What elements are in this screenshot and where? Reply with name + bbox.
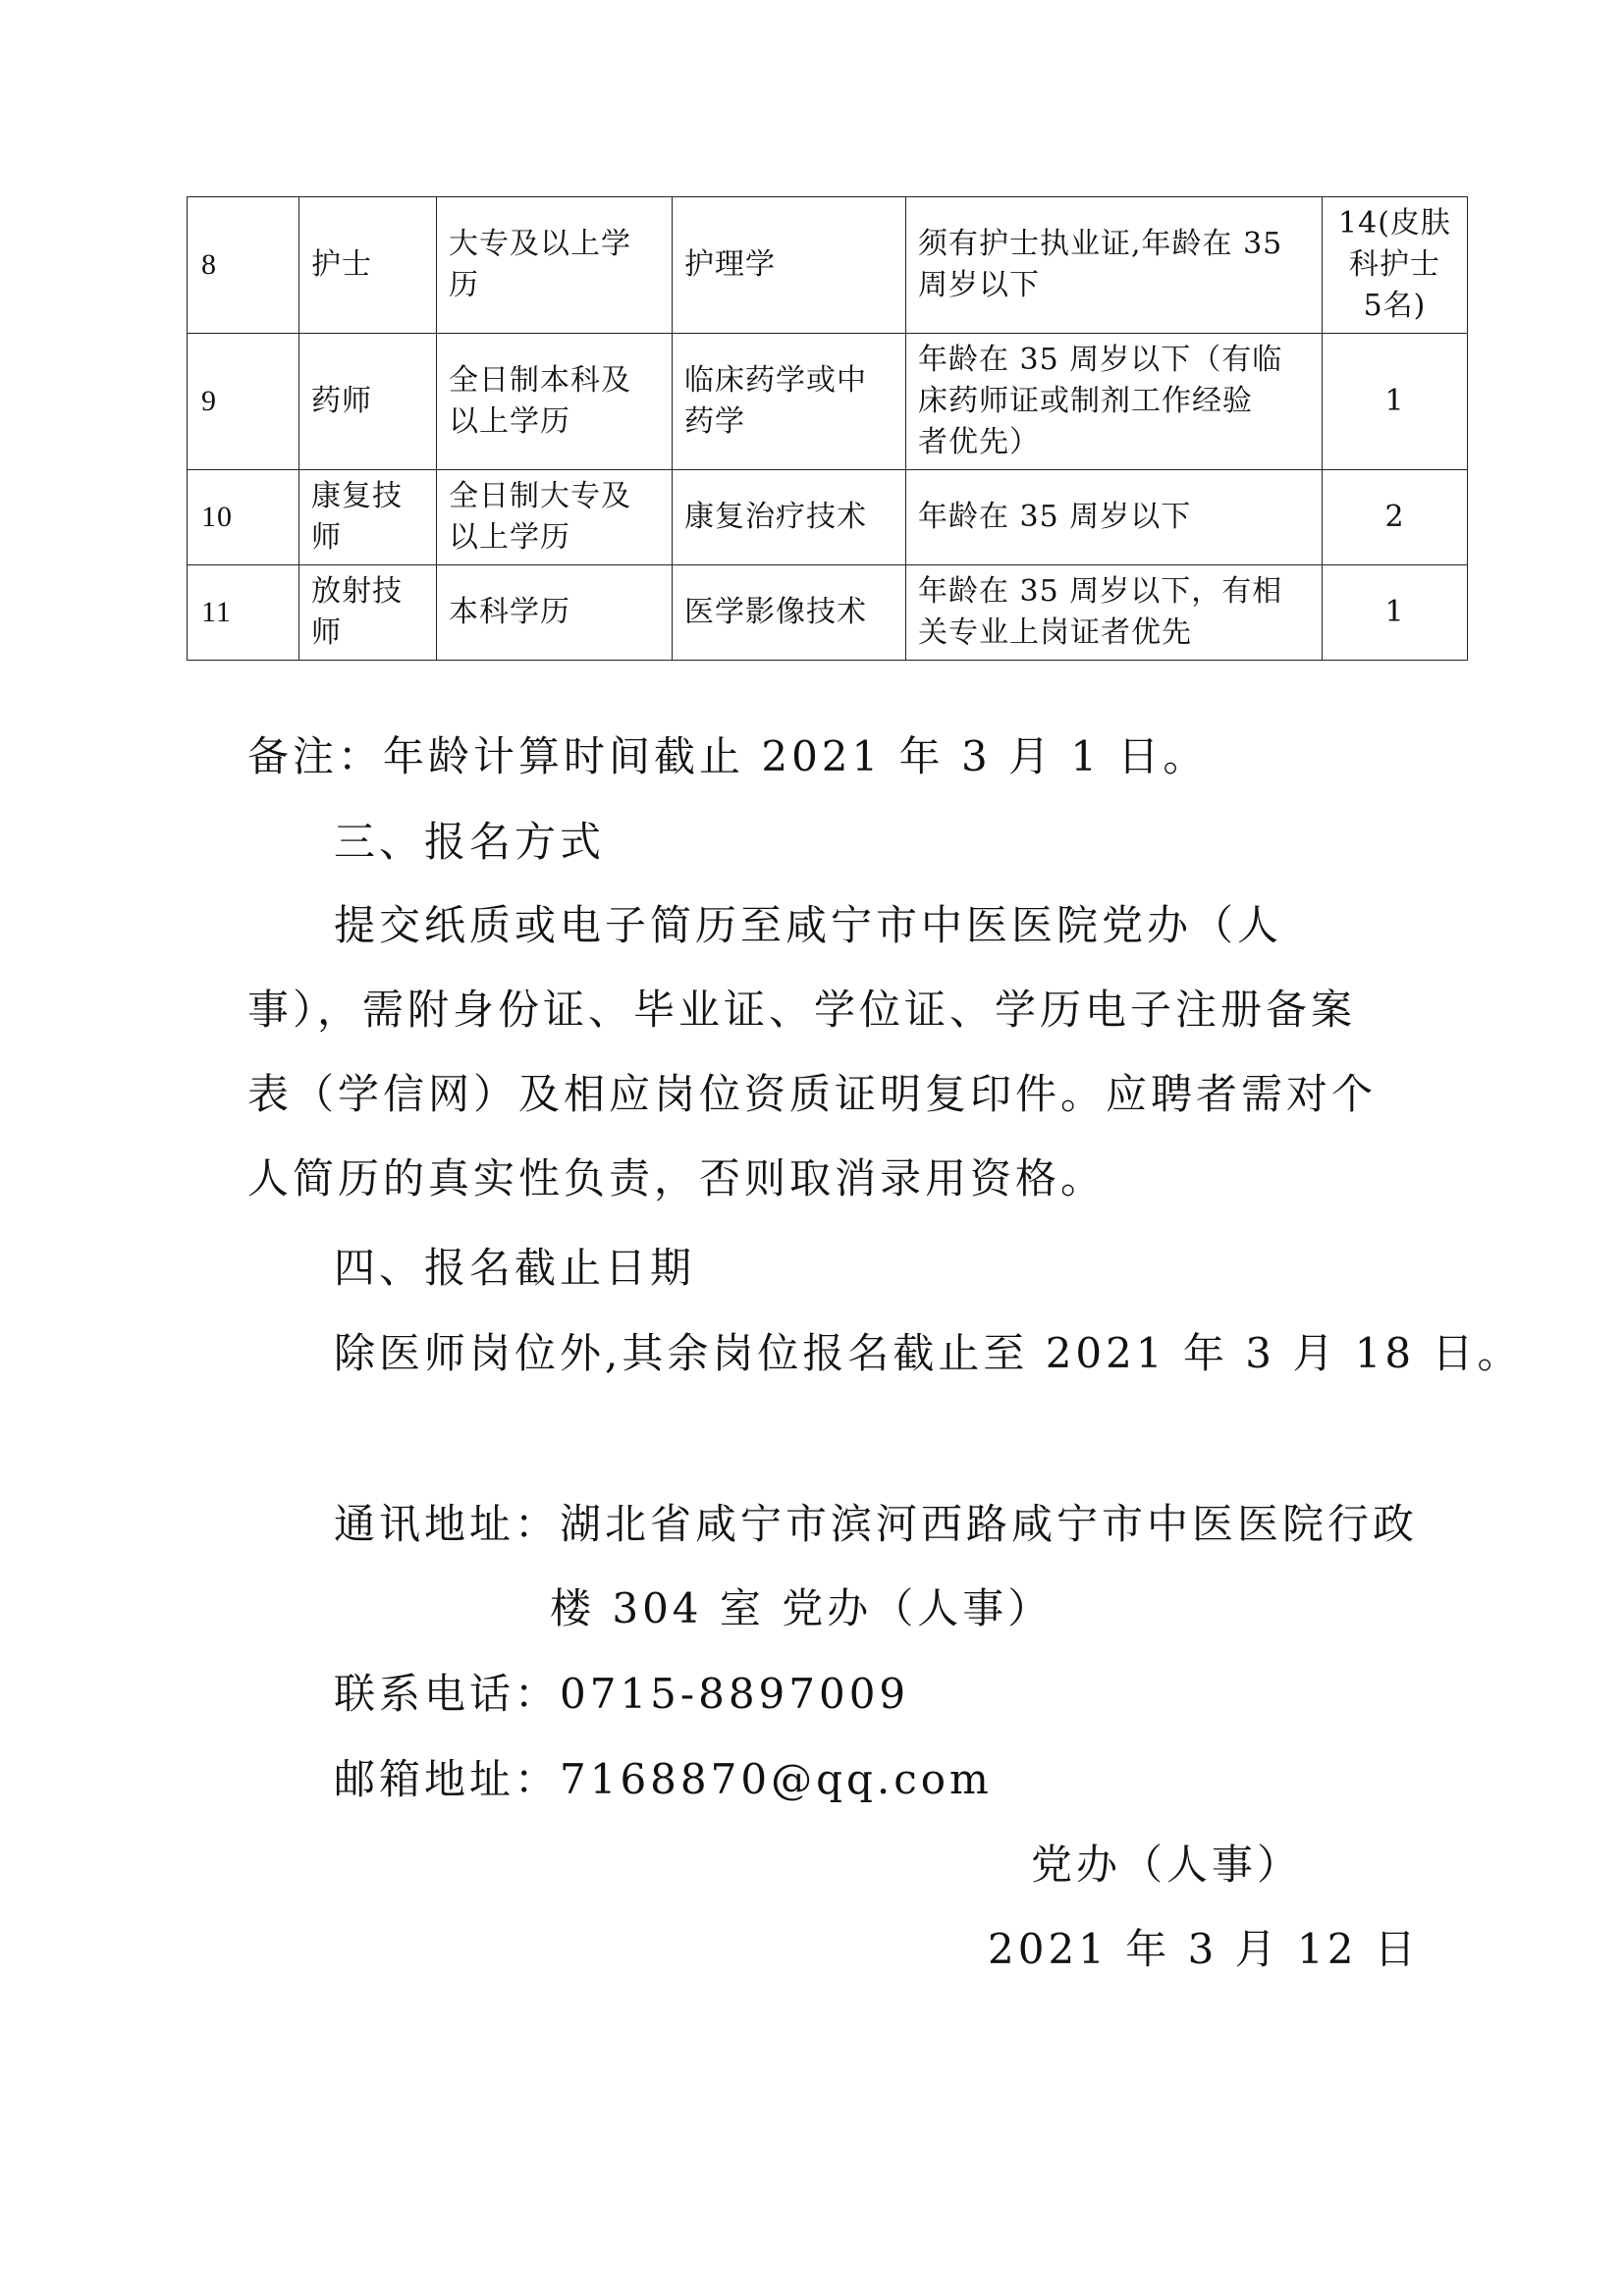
cell-requirement: 年龄在 35 周岁以下，有相 关专业上岗证者优先 — [906, 565, 1323, 661]
cell-education: 大专及以上学 历 — [437, 197, 673, 334]
cell-number: 9 — [188, 334, 299, 470]
cell-education: 全日制本科及 以上学历 — [437, 334, 673, 470]
cell-number: 10 — [188, 470, 299, 565]
signature-department: 党办（人事） — [1031, 1841, 1303, 1889]
phone-value: 0715-8897009 — [560, 1670, 910, 1718]
cell-major: 康复治疗技术 — [673, 470, 906, 565]
contact-email — [334, 1737, 993, 1822]
cell-requirement: 须有护士执业证,年龄在 35 周岁以下 — [906, 197, 1323, 334]
table-row — [188, 470, 1468, 565]
cell-requirement: 年龄在 35 周岁以下 — [906, 470, 1323, 565]
cell-post: 药师 — [299, 334, 437, 470]
cell-post: 康复技 师 — [299, 470, 437, 565]
cell-requirement: 年龄在 35 周岁以下（有临 床药师证或制剂工作经验 者优先） — [906, 334, 1323, 470]
cell-number: 8 — [188, 197, 299, 334]
cell-major: 护理学 — [673, 197, 906, 334]
cell-count: 2 — [1323, 470, 1468, 565]
section-heading-registration-method: 三、报名方式 — [334, 818, 606, 866]
contact-address — [334, 1482, 1418, 1567]
section-heading-deadline: 四、报名截止日期 — [334, 1244, 696, 1292]
address-value-line2: 楼 304 室 党办（人事） — [550, 1584, 1054, 1632]
cell-count: 14(皮肤 科护士 5名) — [1323, 197, 1468, 334]
cell-count: 1 — [1323, 334, 1468, 470]
phone-label: 联系电话： — [334, 1670, 561, 1718]
cell-education: 本科学历 — [437, 565, 673, 661]
registration-method-text — [247, 883, 1386, 1221]
contact-phone — [334, 1652, 909, 1736]
cell-post: 护士 — [299, 197, 437, 334]
email-value: 7168870@qq.com — [560, 1755, 993, 1803]
registration-method-body: 提交纸质或电子简历至咸宁市中医医院党办（人事），需附身份证、毕业证、学位证、学历电子注册备案表（学信网）及相应岗位资质证明复印件。应聘者需对个人简历的真实性负责，否则取消录用资格。 — [247, 901, 1378, 1202]
age-note: 备注：年龄计算时间截止 2021 年 3 月 1 日。 — [247, 732, 1209, 780]
address-label: 通讯地址： — [334, 1500, 561, 1548]
cell-major: 临床药学或中 药学 — [673, 334, 906, 470]
cell-number: 11 — [188, 565, 299, 661]
table-row — [188, 565, 1468, 661]
cell-post: 放射技 师 — [299, 565, 437, 661]
table-row — [188, 334, 1468, 470]
email-label: 邮箱地址： — [334, 1755, 561, 1803]
table-row — [188, 197, 1468, 334]
positions-table — [187, 196, 1468, 661]
cell-count: 1 — [1323, 565, 1468, 661]
address-value: 湖北省咸宁市滨河西路咸宁市中医医院行政 — [560, 1500, 1419, 1548]
cell-major: 医学影像技术 — [673, 565, 906, 661]
deadline-text: 除医师岗位外,其余岗位报名截止至 2021 年 3 月 18 日。 — [334, 1329, 1523, 1377]
cell-education: 全日制大专及 以上学历 — [437, 470, 673, 565]
signature-date: 2021 年 3 月 12 日 — [988, 1925, 1420, 1973]
